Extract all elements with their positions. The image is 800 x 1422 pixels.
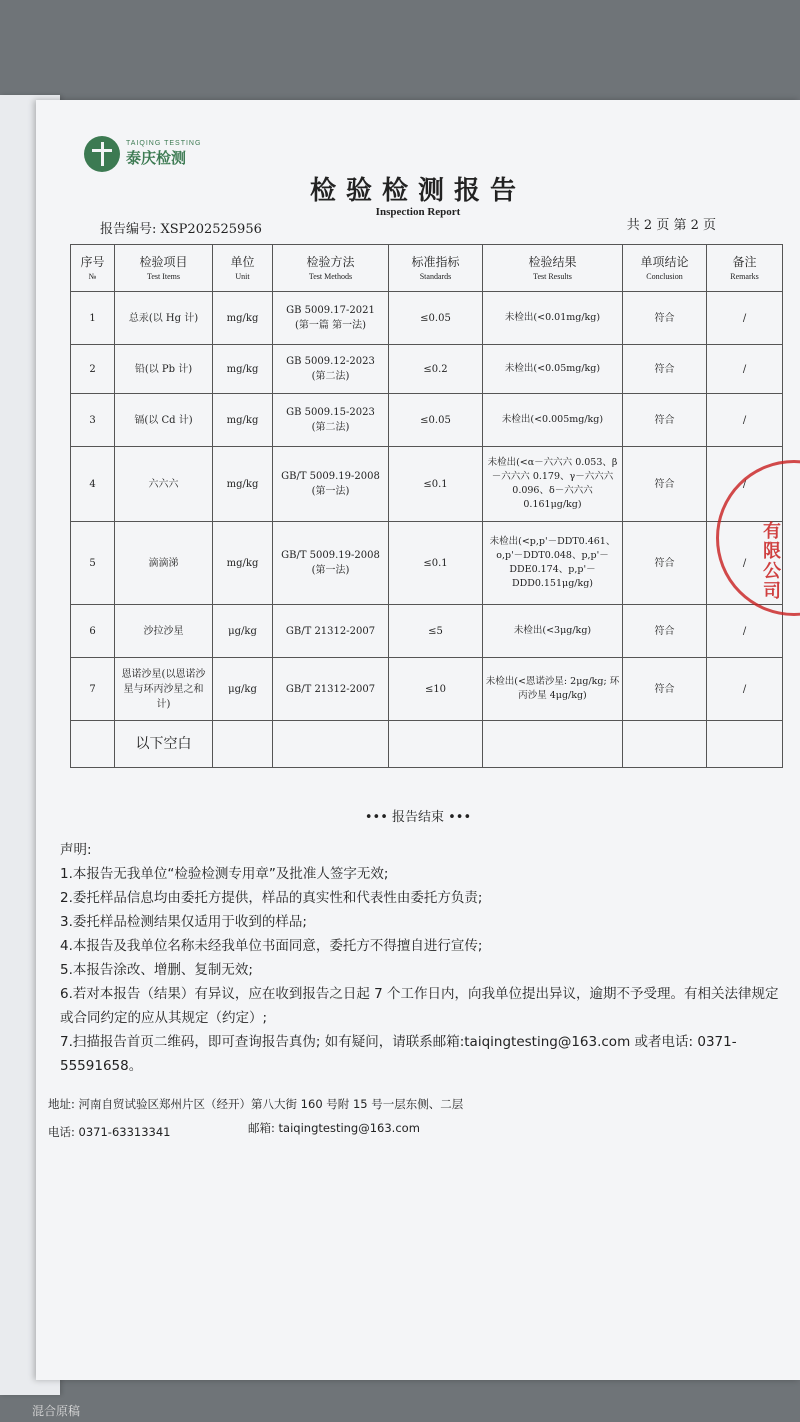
cell-conclusion: 符合 (623, 605, 707, 658)
cell-no: 3 (71, 394, 115, 447)
table-row (71, 447, 783, 522)
cell-item: 镉(以 Cd 计) (115, 394, 213, 447)
cell-method: GB/T 5009.19-2008 (第一法) (273, 447, 389, 522)
cell-result: 未检出(<0.005mg/kg) (483, 394, 623, 447)
cell-remark: / (707, 658, 783, 721)
report-title: 检验检测报告 (309, 176, 526, 206)
cell-method: GB/T 21312-2007 (273, 605, 389, 658)
cell-standard: ≤0.05 (389, 394, 483, 447)
cell-method: GB 5009.12-2023 (第二法) (273, 345, 389, 394)
logo-emblem-icon (84, 136, 120, 172)
cell-conclusion: 符合 (623, 345, 707, 394)
cell-unit: mg/kg (213, 394, 273, 447)
cell-conclusion: 符合 (623, 658, 707, 721)
header-remark: 备注 Remarks (707, 245, 783, 292)
cell-item: 沙拉沙星 (115, 605, 213, 658)
statement-section (60, 838, 780, 1078)
cell-item: 六六六 (115, 447, 213, 522)
table-row (71, 658, 783, 721)
page-info: 共 2 页 第 2 页 (626, 218, 716, 233)
cell-unit: mg/kg (213, 447, 273, 522)
report-end-marker: ••• 报告结束 ••• (364, 810, 472, 825)
cell-result: 未检出(<3μg/kg) (483, 605, 623, 658)
results-table (70, 244, 783, 768)
logo-en-text: TAIQING TESTING (126, 140, 202, 147)
table-row (71, 345, 783, 394)
cell-result: 未检出(<α－六六六 0.053、β－六六六 0.179、γ－六六六 0.096、δ－六六六 0.161μg/kg) (483, 447, 623, 522)
cell-conclusion: 符合 (623, 522, 707, 605)
cell-remark: / (707, 605, 783, 658)
cell-remark: / (707, 292, 783, 345)
statement-item: 6.若对本报告（结果）有异议，应在收到报告之日起 7 个工作日内，向我单位提出异议，逾期不予受理。有相关法律规定或合同约定的应从其规定（约定）; (60, 986, 779, 1026)
cell-standard: ≤5 (389, 605, 483, 658)
cell-conclusion: 符合 (623, 394, 707, 447)
header-item: 检验项目 Test Items (115, 245, 213, 292)
cell-standard: ≤0.05 (389, 292, 483, 345)
cell-unit: μg/kg (213, 658, 273, 721)
cell-standard: ≤0.1 (389, 447, 483, 522)
header-standard: 标准指标 Standards (389, 245, 483, 292)
cell-unit: mg/kg (213, 522, 273, 605)
cell-remark: / (707, 345, 783, 394)
cell-remark: / (707, 394, 783, 447)
table-row (71, 522, 783, 605)
report-subtitle: Inspection Report (375, 206, 461, 218)
footer-email: 邮箱: taiqingtesting@163.com (248, 1121, 420, 1135)
cell-result: 未检出(<0.01mg/kg) (483, 292, 623, 345)
cell-no: 1 (71, 292, 115, 345)
header-no: 序号 № (71, 245, 115, 292)
cell-standard: ≤0.1 (389, 522, 483, 605)
table-row (71, 292, 783, 345)
report-page (36, 100, 800, 1380)
footer-phone: 电话: 0371-63313341 (48, 1125, 171, 1139)
table-row (71, 605, 783, 658)
statement-item: 3.委托样品检测结果仅适用于收到的样品; (60, 914, 307, 930)
cell-item: 滴滴涕 (115, 522, 213, 605)
cell-no: 2 (71, 345, 115, 394)
cell-item: 铅(以 Pb 计) (115, 345, 213, 394)
header-method: 检验方法 Test Methods (273, 245, 389, 292)
cell-item: 总汞(以 Hg 计) (115, 292, 213, 345)
cell-conclusion: 符合 (623, 447, 707, 522)
cell-no: 6 (71, 605, 115, 658)
footer-address: 地址: 河南自贸试验区郑州片区（经开）第八大街 160 号附 15 号一层东侧、二层 (48, 1097, 464, 1111)
logo-cn-text: 泰庆检测 (126, 149, 187, 167)
cell-no: 7 (71, 658, 115, 721)
cell-standard: ≤0.2 (389, 345, 483, 394)
cell-unit: mg/kg (213, 345, 273, 394)
cell-method: GB 5009.15-2023 (第二法) (273, 394, 389, 447)
cell-result: 未检出(<恩诺沙星: 2μg/kg; 环丙沙星 4μg/kg) (483, 658, 623, 721)
header-result: 检验结果 Test Results (483, 245, 623, 292)
report-number: 报告编号: XSP202525956 (100, 222, 262, 237)
cell-method: GB 5009.17-2021 (第一篇 第一法) (273, 292, 389, 345)
statement-item: 4.本报告及我单位名称未经我单位书面同意，委托方不得擅自进行宣传; (60, 938, 483, 954)
blank-note: 以下空白 (115, 721, 213, 768)
cell-method: GB/T 5009.19-2008 (第一法) (273, 522, 389, 605)
cell-standard: ≤10 (389, 658, 483, 721)
header-unit: 单位 Unit (213, 245, 273, 292)
cell-no: 5 (71, 522, 115, 605)
cell-result: 未检出(<p,p'－DDT0.461、o,p'－DDT0.048、p,p'－DDE0.174、p,p'－DDD0.151μg/kg) (483, 522, 623, 605)
statement-item: 2.委托样品信息均由委托方提供，样品的真实性和代表性由委托方负责; (60, 890, 483, 906)
table-header-row (71, 245, 783, 292)
cell-unit: μg/kg (213, 605, 273, 658)
table-row (71, 394, 783, 447)
cell-item: 恩诺沙星(以恩诺沙星与环丙沙星之和计) (115, 658, 213, 721)
stamp-text: 有限公司 (760, 521, 781, 601)
cell-remark: / (707, 447, 783, 522)
statement-item: 5.本报告涂改、增删、复制无效; (60, 962, 253, 978)
cell-method: GB/T 21312-2007 (273, 658, 389, 721)
statement-title: 声明: (60, 842, 92, 858)
desk-label: 混合原稿 (32, 1404, 81, 1418)
company-logo (84, 136, 201, 172)
cell-no: 4 (71, 447, 115, 522)
statement-item: 7.扫描报告首页二维码，即可查询报告真伪; 如有疑问，请联系邮箱:taiqingtesting@163.com 或者电话: 0371-55591658。 (60, 1034, 737, 1074)
cell-conclusion: 符合 (623, 292, 707, 345)
cell-result: 未检出(<0.05mg/kg) (483, 345, 623, 394)
statement-item: 1.本报告无我单位“检验检测专用章”及批准人签字无效; (60, 866, 389, 882)
cell-unit: mg/kg (213, 292, 273, 345)
header-conclusion: 单项结论 Conclusion (623, 245, 707, 292)
blank-row (71, 721, 783, 768)
cell-remark: / (707, 522, 783, 605)
